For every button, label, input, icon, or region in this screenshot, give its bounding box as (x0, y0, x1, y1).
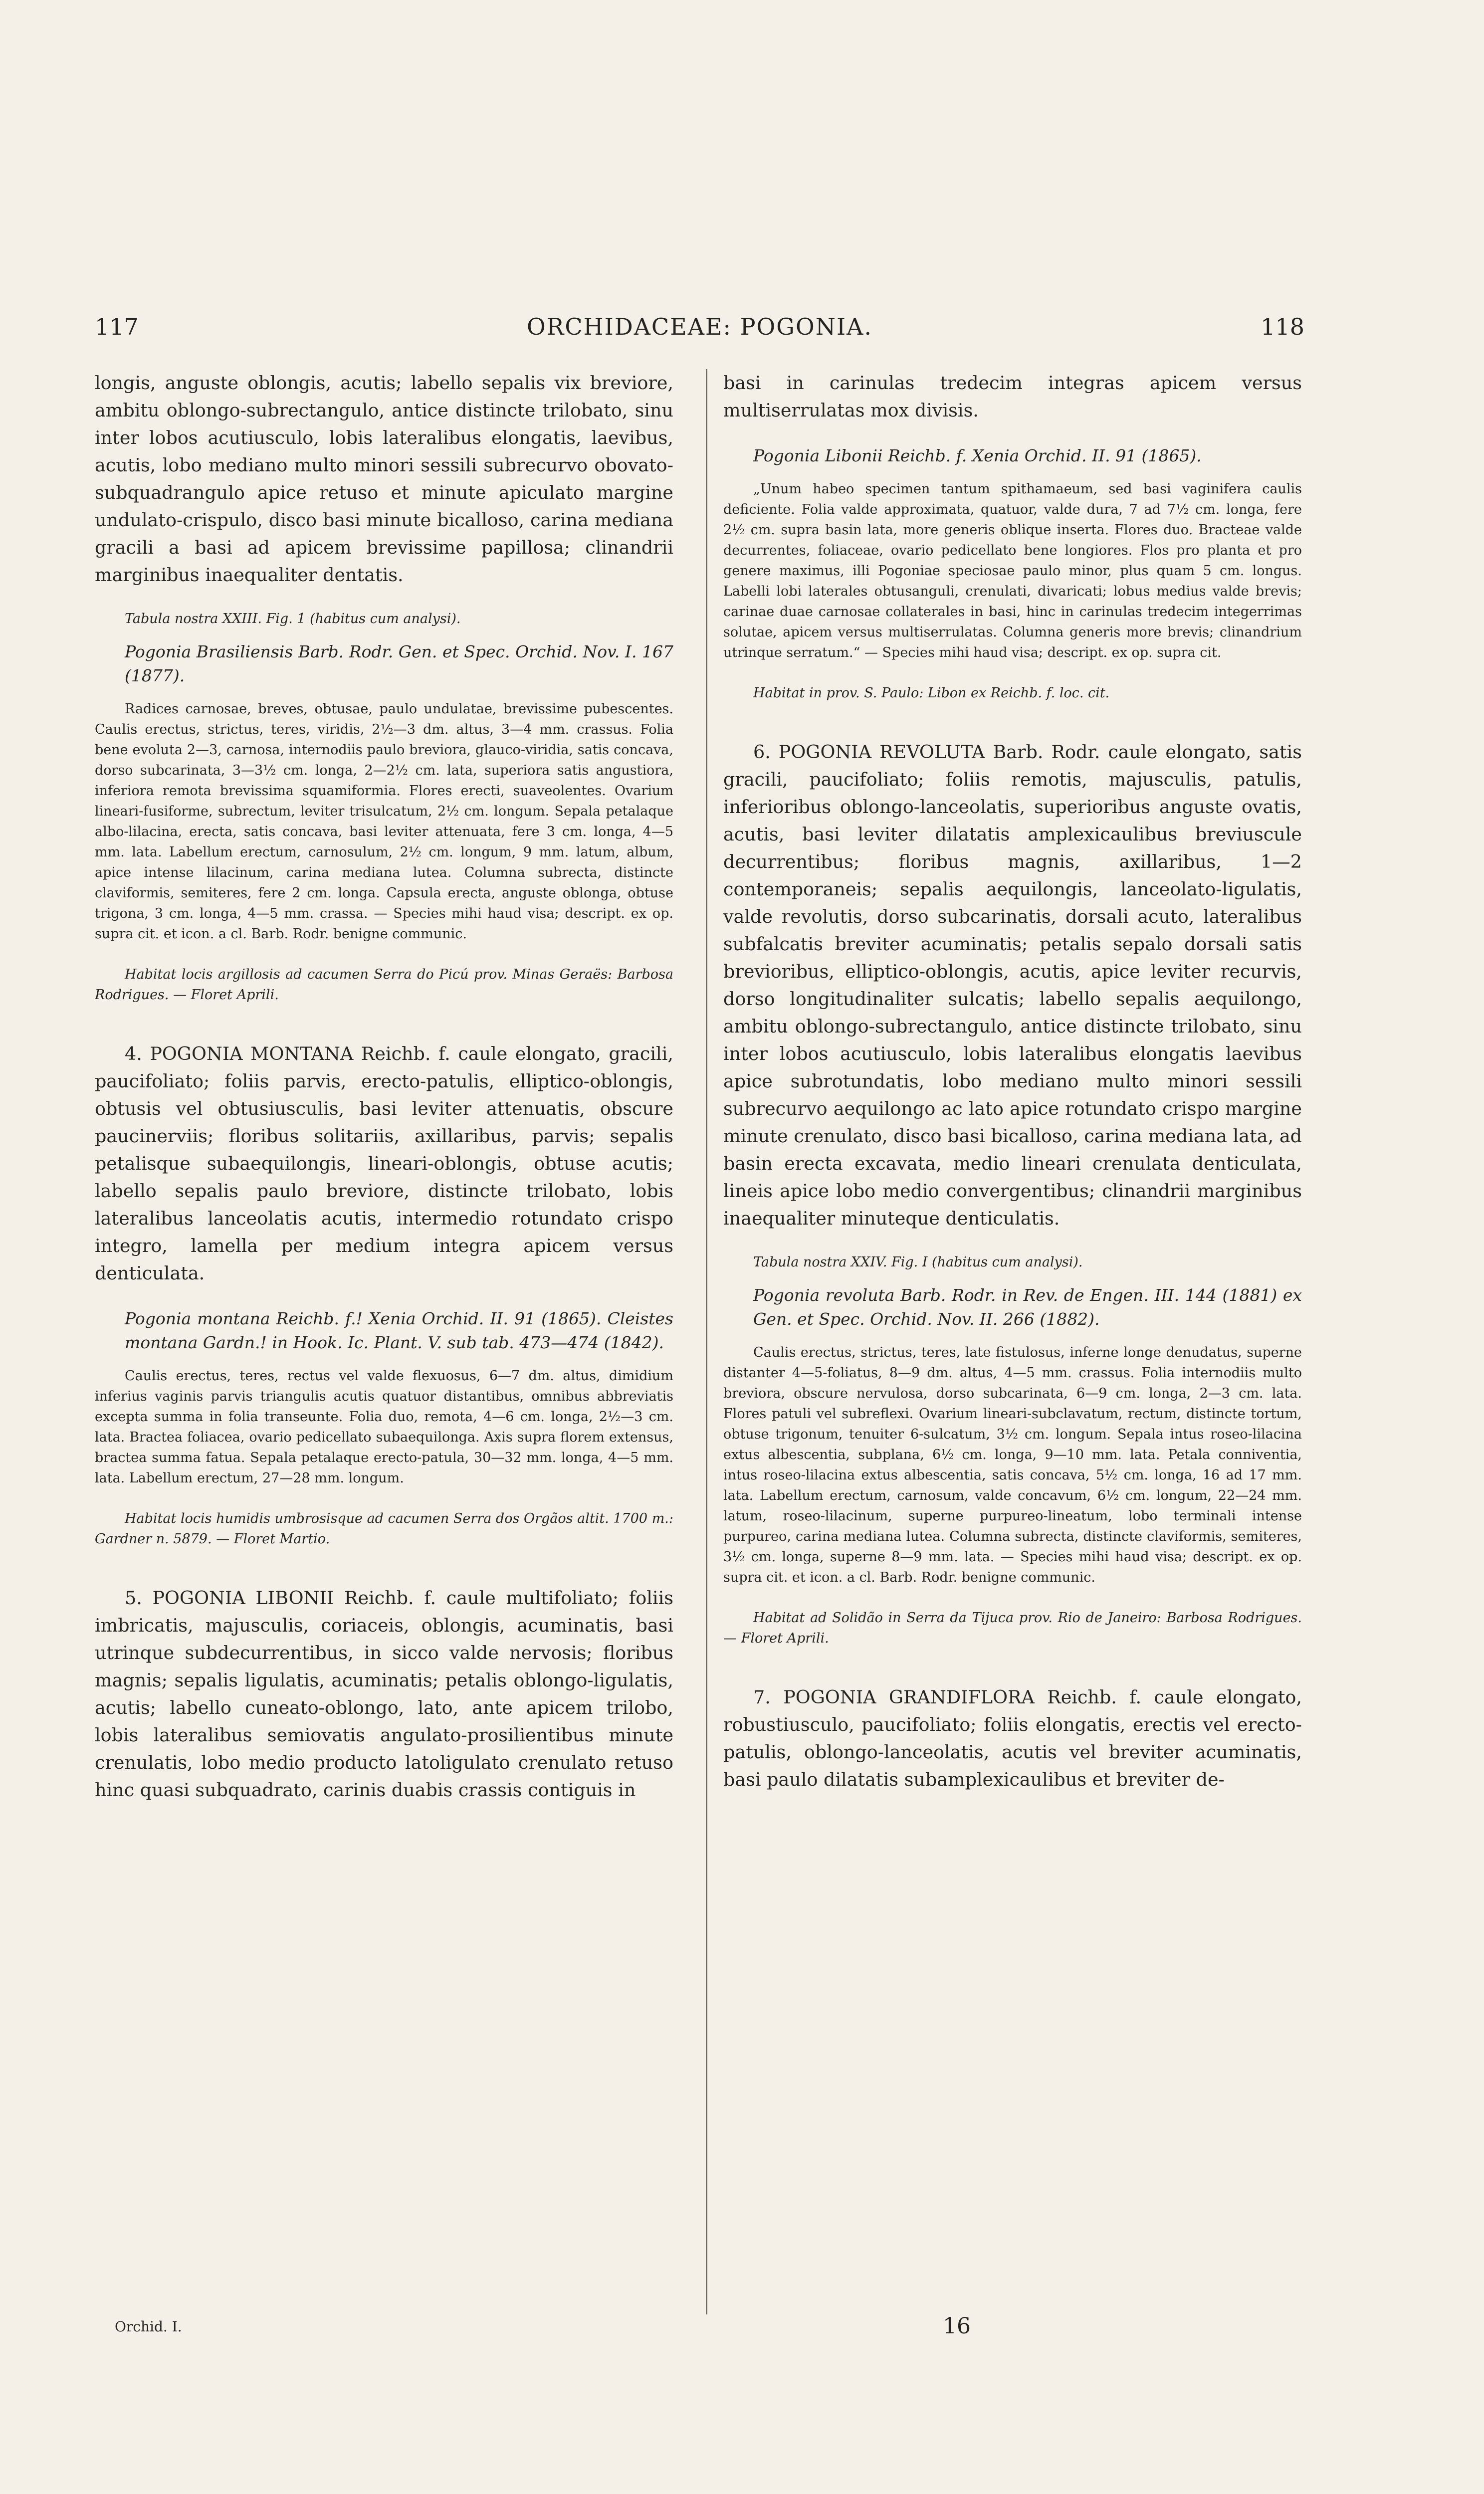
plate-reference: Tabula nostra XXIV. Fig. I (habitus cum analysi). (753, 1254, 1083, 1270)
citation: Pogonia Libonii Reichb. f. Xenia Orchid. II. 91 (1865). (753, 446, 1202, 465)
habitat: Habitat locis humidis umbrosisque ad cacumen Serra dos Orgãos altit. 1700 m.: Gardner n. 5879. — Floret Martio. (95, 1511, 673, 1547)
species-7-diagnosis: 7. POGONIA GRANDIFLORA Reichb. f. caule elongato, robustiusculo, paucifoliato; foliis elongatis, erectis vel erecto-patulis, oblongo-lanceolatis, acutis vel breviter acuminatis, basi paulo dilatatis subamplexicaulibus et breviter de- (723, 1686, 1302, 1790)
habitat: Habitat ad Solidão in Serra da Tijuca prov. Rio de Janeiro: Barbosa Rodrigues. — Floret Aprili. (723, 1610, 1302, 1646)
description: Caulis erectus, strictus, teres, late fistulosus, inferne longe denudatus, superne distanter 4—5-foliatus, 8—9 dm. altus, 4—5 mm. crassus. Folia internodiis multo breviora, obscure nervulosa, dorso subcarinata, 6—9 cm. longa, 2—3 cm. lata. Flores patuli vel subreflexi. Ovarium lineari-subclavatum, rectum, distincte tortum, obtuse trigonum, tenuiter 6-sulcatum, 3½ cm. longum. Sepala intus roseo-lilacina extus albescentia, subplana, 6½ cm. longa, 9—10 mm. lata. Petala conniventia, intus roseo-lilacina extus albescentia, satis concava, 5½ cm. longa, 16 ad 17 mm. lata. Labellum erectum, carnosum, valde concavum, 6½ cm. longum, 22—24 mm. latum, roseo-lilacinum, superne purpureo-lineatum, lobo terminali intense purpureo, carina mediana lutea. Columna subrecta, distincte claviformis, semiteres, 3½ cm. longa, superne 8—9 mm. lata. — Species mihi haud visa; descript. ex op. supra cit. et icon. a cl. Barb. Rodr. benigne communic. (723, 1345, 1302, 1585)
paragraph-continuation: longis, anguste oblongis, acutis; labello sepalis vix breviore, ambitu oblongo-subrectangulo, antice distincte trilobato, sinu inter lobos acutiusculo, lobis lateralibus elongatis, laevibus, acutis, lobo mediano multo minori sessili subrecurvo obovato-subquadrangulo apice retuso et minute apiculato margine undulato-crispulo, disco basi minute bicalloso, carina mediana gracili a basi ad apicem brevissime papillosa; clinandrii marginibus inaequaliter dentatis. (95, 372, 673, 586)
footer-series: Orchid. I. (115, 2318, 182, 2335)
citation: Pogonia revoluta Barb. Rodr. in Rev. de Engen. III. 144 (1881) ex Gen. et Spec. Orchid. Nov. II. 266 (1882). (753, 1285, 1302, 1329)
habitat: Habitat locis argillosis ad cacumen Serra do Picú prov. Minas Geraës: Barbosa Rodrigues. — Floret Aprili. (95, 967, 673, 1003)
running-header (95, 313, 1304, 353)
page-title: ORCHIDACEAE: POGONIA. (526, 313, 872, 340)
citation: Pogonia montana Reichb. f.! Xenia Orchid. II. 91 (1865). Cleistes montana Gardn.! in Hook. Ic. Plant. V. sub tab. 473—474 (1842). (125, 1309, 673, 1352)
description: Radices carnosae, breves, obtusae, paulo undulatae, brevissime pubescentes. Caulis erectus, strictus, teres, viridis, 2½—3 dm. altus, 3—4 mm. crassus. Folia bene evoluta 2—3, carnosa, internodiis paulo breviora, glauco-viridia, satis concava, dorso subcarinata, 3—3½ cm. longa, 2—2½ cm. lata, superiora satis angustiora, inferiora remota brevissima squamiformia. Flores erecti, suaveolentes. Ovarium lineari-fusiforme, subrectum, leviter trisulcatum, 2½ cm. longum. Sepala petalaque albo-lilacina, erecta, satis concava, basi leviter attenuata, fere 3 cm. longa, 4—5 mm. lata. Labellum erectum, carnosulum, 2½ cm. longum, 9 mm. latum, album, apice intense lilacinum, carina mediana lutea. Columna subrecta, distincte claviformis, semiteres, fere 2 cm. longa. Capsula erecta, anguste oblonga, obtuse trigona, 3 cm. longa, 4—5 mm. crassa. — Species mihi haud visa; descript. ex op. supra cit. et icon. a cl. Barb. Rodr. benigne communic. (95, 701, 673, 942)
species-5-diagnosis: 5. POGONIA LIBONII Reichb. f. caule multifoliato; foliis imbricatis, majusculis, coriaceis, oblongis, acuminatis, basi utrinque subdecurrentibus, in sicco valde nervosis; floribus magnis; sepalis ligulatis, acuminatis; petalis oblongo-ligulatis, acutis; labello cuneato-oblongo, lato, ante apicem trilobo, lobis lateralibus semiovatis angulato-prosilientibus minute crenulatis, lobo medio producto latoligulato crenulato retuso hinc quasi subquadrato, carinis duabis crassis contiguis in (95, 1587, 673, 1801)
quoted-description: „Unum habeo specimen tantum spithamaeum, sed basi vaginifera caulis deficiente. Folia valde approximata, quatuor, valde dura, 7 ad 7½ cm. longa, fere 2½ cm. supra basin lata, more generis oblique inserta. Flores duo. Bracteae valde decurrentes, foliaceae, ovario pedicellato bene longiores. Flos pro planta et pro genere maximus, illi Pogoniae speciosae paulo minor, plus quam 5 cm. longus. Labelli lobi laterales obtusanguli, crenulati, divaricati; lobus medius valde brevis; carinae duae carnosae collaterales in basi, hinc in carinulas tredecim integerrimas solutae, apicem versus multiserrulatas. Columna generis more brevis; clinandrium utrinque serratum.“ — Species mihi haud visa; descript. ex op. supra cit. (723, 481, 1302, 660)
paragraph-continuation: basi in carinulas tredecim integras apicem versus multiserrulatas mox divisis. (723, 372, 1302, 421)
column-divider (706, 369, 707, 2314)
species-6-diagnosis: 6. POGONIA REVOLUTA Barb. Rodr. caule elongato, satis gracili, paucifoliato; foliis remotis, majusculis, patulis, inferioribus oblongo-lanceolatis, superioribus anguste ovatis, acutis, basi leviter dilatatis amplexicaulibus breviuscule decurrentibus; floribus magnis, axillaribus, 1—2 contemporaneis; sepalis aequilongis, lanceolato-ligulatis, valde revolutis, dorso subcarinatis, dorsali acuto, lateralibus subfalcatis breviter acuminatis; petalis sepalo dorsali satis brevioribus, elliptico-oblongis, acutis, apice leviter recurvis, dorso longitudinaliter sulcatis; labello sepalis aequilongo, ambitu oblongo-subrectangulo, antice distincte trilobato, sinu inter lobos acutiusculo, lobis lateralibus elongatis laevibus apice subrotundatis, lobo mediano multo minori sessili subrecurvo aequilongo ac lato apice rotundato crispo margine minute crenulato, disco basi bicalloso, carina mediana lata, ad basin erecta excavata, medio lineari crenulata denticulata, lineis apice lobo medio convergentibus; clinandrii marginibus inaequaliter minuteque denticulatis. (723, 741, 1302, 1229)
species-4-diagnosis: 4. POGONIA MONTANA Reichb. f. caule elongato, gracili, paucifoliato; foliis parvis, erecto-patulis, elliptico-oblongis, obtusis vel obtusiusculis, basi leviter attenuatis, obscure paucinerviis; floribus solitariis, axillaribus, parvis; sepalis petalisque subaequilongis, lineari-oblongis, obtuse acutis; labello sepalis paulo breviore, distincte trilobato, lobis lateralibus lanceolatis acutis, intermedio rotundato crispo integro, lamella per medium integra apicem versus denticulata. (95, 1043, 673, 1284)
habitat: Habitat in prov. S. Paulo: Libon ex Reichb. f. loc. cit. (753, 685, 1110, 701)
page-number-left: 117 (95, 313, 139, 340)
left-column (95, 369, 673, 2374)
plate-reference: Tabula nostra XXIII. Fig. 1 (habitus cum analysi). (125, 611, 461, 626)
page-number-right: 118 (1261, 313, 1304, 340)
signature-mark: 16 (943, 2313, 971, 2339)
description: Caulis erectus, teres, rectus vel valde flexuosus, 6—7 dm. altus, dimidium inferius vaginis parvis triangulis acutis quatuor distantibus, omnibus abbreviatis excepta summa in folia transeunte. Folia duo, remota, 4—6 cm. longa, 2½—3 cm. lata. Bractea foliacea, ovario pedicellato subaequilonga. Axis supra florem extensus, bractea summa fatua. Sepala petalaque erecto-patula, 30—32 mm. longa, 4—5 mm. lata. Labellum erectum, 27—28 mm. longum. (95, 1368, 673, 1486)
right-column (723, 369, 1302, 2374)
page-footer (95, 2313, 1304, 2348)
citation: Pogonia Brasiliensis Barb. Rodr. Gen. et Spec. Orchid. Nov. I. 167 (1877). (125, 642, 673, 685)
